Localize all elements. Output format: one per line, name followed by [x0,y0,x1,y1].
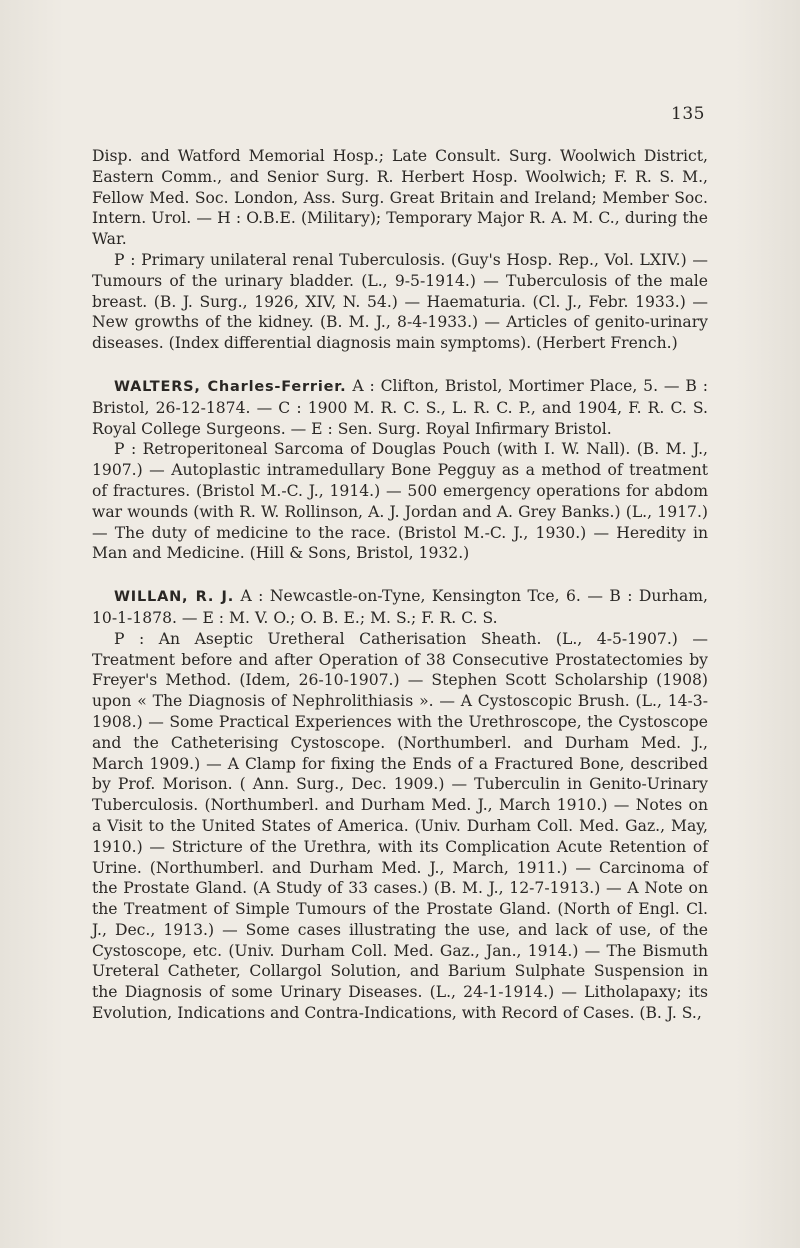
entry-willan [92,586,708,1024]
entry-bio: A : Newcastle-on-Tyne, Kensington Tce, 6. — B : Durham, 10-1-1878. — E : M. V. O.; O. B. E.; M. S.; F. R. C. S. [92,587,708,627]
page-number: 135 [671,104,705,124]
intro-bio: Disp. and Watford Memorial Hosp.; Late Consult. Surg. Woolwich District, Eastern Comm., and Senior Surg. R. Herbert Hosp. Woolwich; F. R. S. M., Fellow Med. Soc. London, Ass. Surg. Great Britain and Ireland; Member Soc. Intern. Urol. — H : O.B.E. (Military); Temporary Major R. A. M. C., during the War. [92,147,708,249]
entry-publications: P : An Aseptic Uretheral Catherisation Sheath. (L., 4-5-1907.) — Treatment before and after Operation of 38 Consecutive Prostatectomies by Freyer's Method. (Idem, 26-10-1907.) — Stephen Scott Scholarship (1908) upon « The Diagnosis of Nephrolithiasis ». — A Cystoscopic Brush. (L., 14-3-1908.) — Some Practical Experiences with the Urethroscope, the Cystoscope and the Catheterising Cystoscope. (Northumberl. and Durham Med. J., March 1909.) — A Clamp for fixing the Ends of a Fractured Bone, described by Prof. Morison. ( Ann. Surg., Dec. 1909.) — Tuberculin in Genito-Urinary Tuberculosis. (Northumberl. and Durham Med. J., March 1910.) — Notes on a Visit to the United States of America. (Univ. Durham Coll. Med. Gaz., May, 1910.) — Stricture of the Urethra, with its Complication Acute Retention of Urine. (Northumberl. and Durham Med. J., March, 1911.) — Carcinoma of the Prostate Gland. (A Study of 33 cases.) (B. M. J., 12-7-1913.) — A Note on the Treatment of Simple Tumours of the Prostate Gland. (North of Engl. Cl. J., Dec., 1913.) — Some cases illustrating the use, and lack of use, of the Cystoscope, etc. (Univ. Durham Coll. Med. Gaz., Jan., 1914.) — The Bismuth Ureteral Catheter, Collargol Solution, and Barium Sulphate Suspension in the Diagnosis of some Urinary Diseases. (L., 24-1-1914.) — Litholapaxy; its Evolution, Indications and Contra-Indications, with Record of Cases. (B. J. S., [92,629,708,1023]
entry-bio: A : Clifton, Bristol, Mortimer Place, 5. — B : Bristol, 26-12-1874. — C : 1900 M. R. C. S., L. R. C. P., and 1904, F. R. C. S. Royal College Surgeons. — E : Sen. Surg. Royal Infirmary Bristol. [92,376,708,438]
entry-name: WALTERS, Charles-Ferrier. [114,378,347,395]
entry-walters [92,376,708,564]
entry-name: WILLAN, R. J. [114,589,235,606]
entry-publications: P : Retroperitoneal Sarcoma of Douglas Pouch (with I. W. Nall). (B. M. J., 1907.) — Autoplastic intramedullary Bone Pegguy as a method of treatment of fractures. (Bristol M.-C. J., 1914.) — 500 emergency operations for abdom war wounds (with R. W. Rollinson, A. J. Jordan and A. Grey Banks.) (L., 1917.) — The duty of medicine to the race. (Bristol M.-C. J., 1930.) — Heredity in Man and Medicine. (Hill & Sons, Bristol, 1932.) [92,440,708,563]
intro-publications: P : Primary unilateral renal Tuberculosis. (Guy's Hosp. Rep., Vol. LXIV.) — Tumours of the urinary bladder. (L., 9-5-1914.) — Tuberculosis of the male breast. (B. J. Surg., 1926, XIV, N. 54.) — Haematuria. (Cl. J., Febr. 1933.) — New growths of the kidney. (B. M. J., 8-4-1933.) — Articles of genito-urinary diseases. (Index differential diagnosis main symptoms). (Herbert French.) [92,250,708,353]
page-content [92,146,708,1024]
